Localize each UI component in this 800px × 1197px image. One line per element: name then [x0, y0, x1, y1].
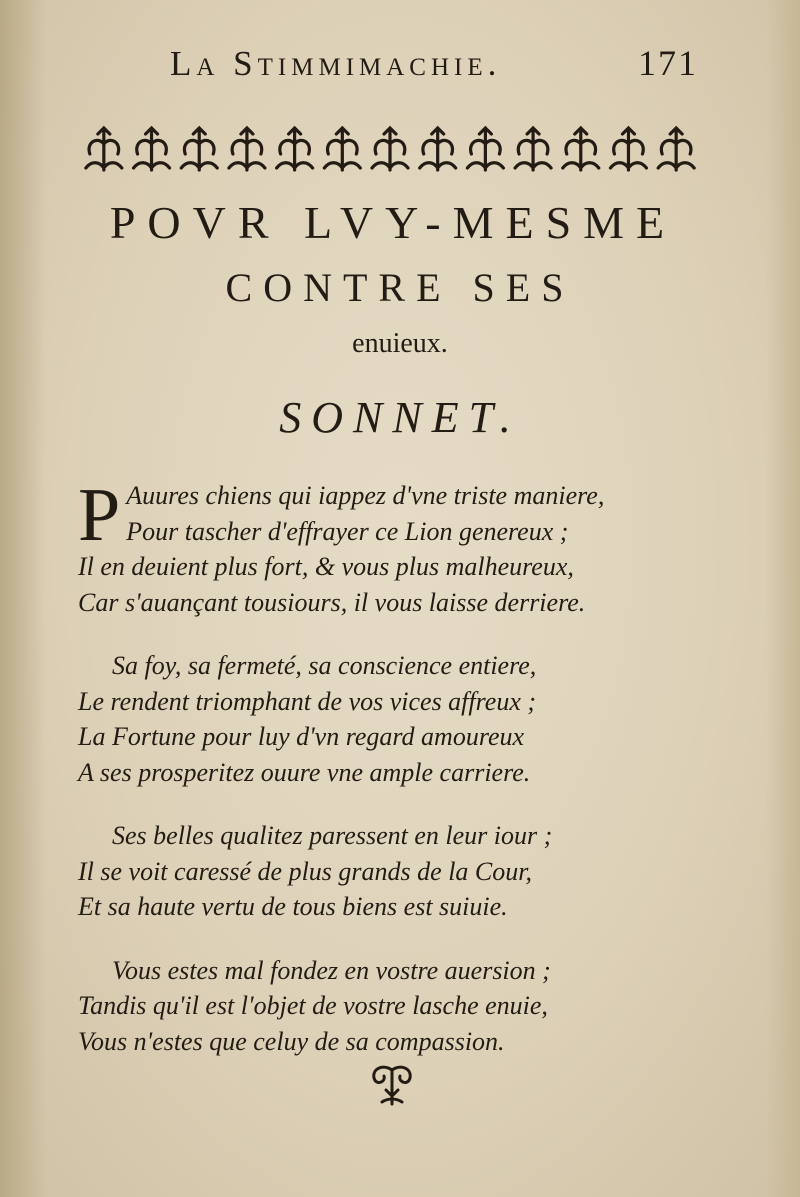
poem-line: Pour tascher d'effrayer ce Lion genereux ;	[126, 516, 569, 546]
poem-line: Il en deuient plus fort, & vous plus malheureux,	[78, 552, 574, 581]
fleuron-unit-icon	[181, 128, 217, 170]
poem-line: Auures chiens qui iappez d'vne triste maniere,	[126, 481, 605, 510]
poem-line: Et sa haute vertu de tous biens est suiuie.	[78, 892, 508, 921]
fleuron-unit-icon	[324, 128, 360, 170]
poem-line: Sa foy, sa fermeté, sa conscience entiere,	[112, 651, 537, 680]
poem-line: Vous estes mal fondez en vostre auersion ;	[112, 955, 551, 985]
title-line-2: CONTRE SES	[225, 265, 575, 310]
fleuron-tailpiece-icon	[362, 1064, 422, 1108]
poem-line: Car s'auançant tousiours, il vous laisse derriere.	[78, 587, 586, 617]
fleuron-unit-icon	[658, 128, 694, 170]
poem-line: Vous n'estes que celuy de sa compassion.	[78, 1026, 505, 1056]
poem-line: La Fortune pour luy d'vn regard amoureux	[78, 722, 525, 751]
poem-line: Il se voit caressé de plus grands de la Cour,	[78, 856, 532, 886]
stanza-1	[78, 473, 678, 620]
fleuron-unit-icon	[277, 128, 313, 170]
poem-line: Tandis qu'il est l'objet de vostre lasche enuie,	[78, 991, 548, 1020]
fleuron-unit-icon	[420, 128, 456, 170]
page-number: 171	[638, 43, 698, 83]
fleuron-unit-icon	[372, 128, 408, 170]
title-line-3: enuieux.	[352, 328, 448, 359]
fleuron-unit-icon	[229, 128, 265, 170]
fleuron-unit-icon	[610, 128, 646, 170]
stanza-2	[78, 648, 678, 790]
poem-line: Le rendent triomphant de vos vices affreux ;	[78, 686, 537, 716]
poem	[78, 473, 678, 1087]
stanza-4	[78, 953, 678, 1060]
fleuron-unit-icon	[86, 128, 122, 170]
poem-line: A ses prosperitez ouure vne ample carriere.	[78, 757, 531, 787]
fleuron-unit-icon	[563, 128, 599, 170]
fleuron-unit-icon	[515, 128, 551, 170]
title-line-1: POVR LVY-MESME	[109, 197, 677, 248]
fleuron-unit-icon	[134, 128, 170, 170]
stanza-3	[78, 818, 678, 925]
running-title: La Stimmimachie.	[170, 44, 502, 83]
poem-line: Ses belles qualitez paressent en leur iour ;	[112, 821, 553, 850]
sonnet-heading: SONNET.	[279, 393, 521, 442]
drop-capital: P	[78, 473, 121, 557]
fleuron-band-icon	[80, 124, 700, 178]
fleuron-unit-icon	[467, 128, 503, 170]
